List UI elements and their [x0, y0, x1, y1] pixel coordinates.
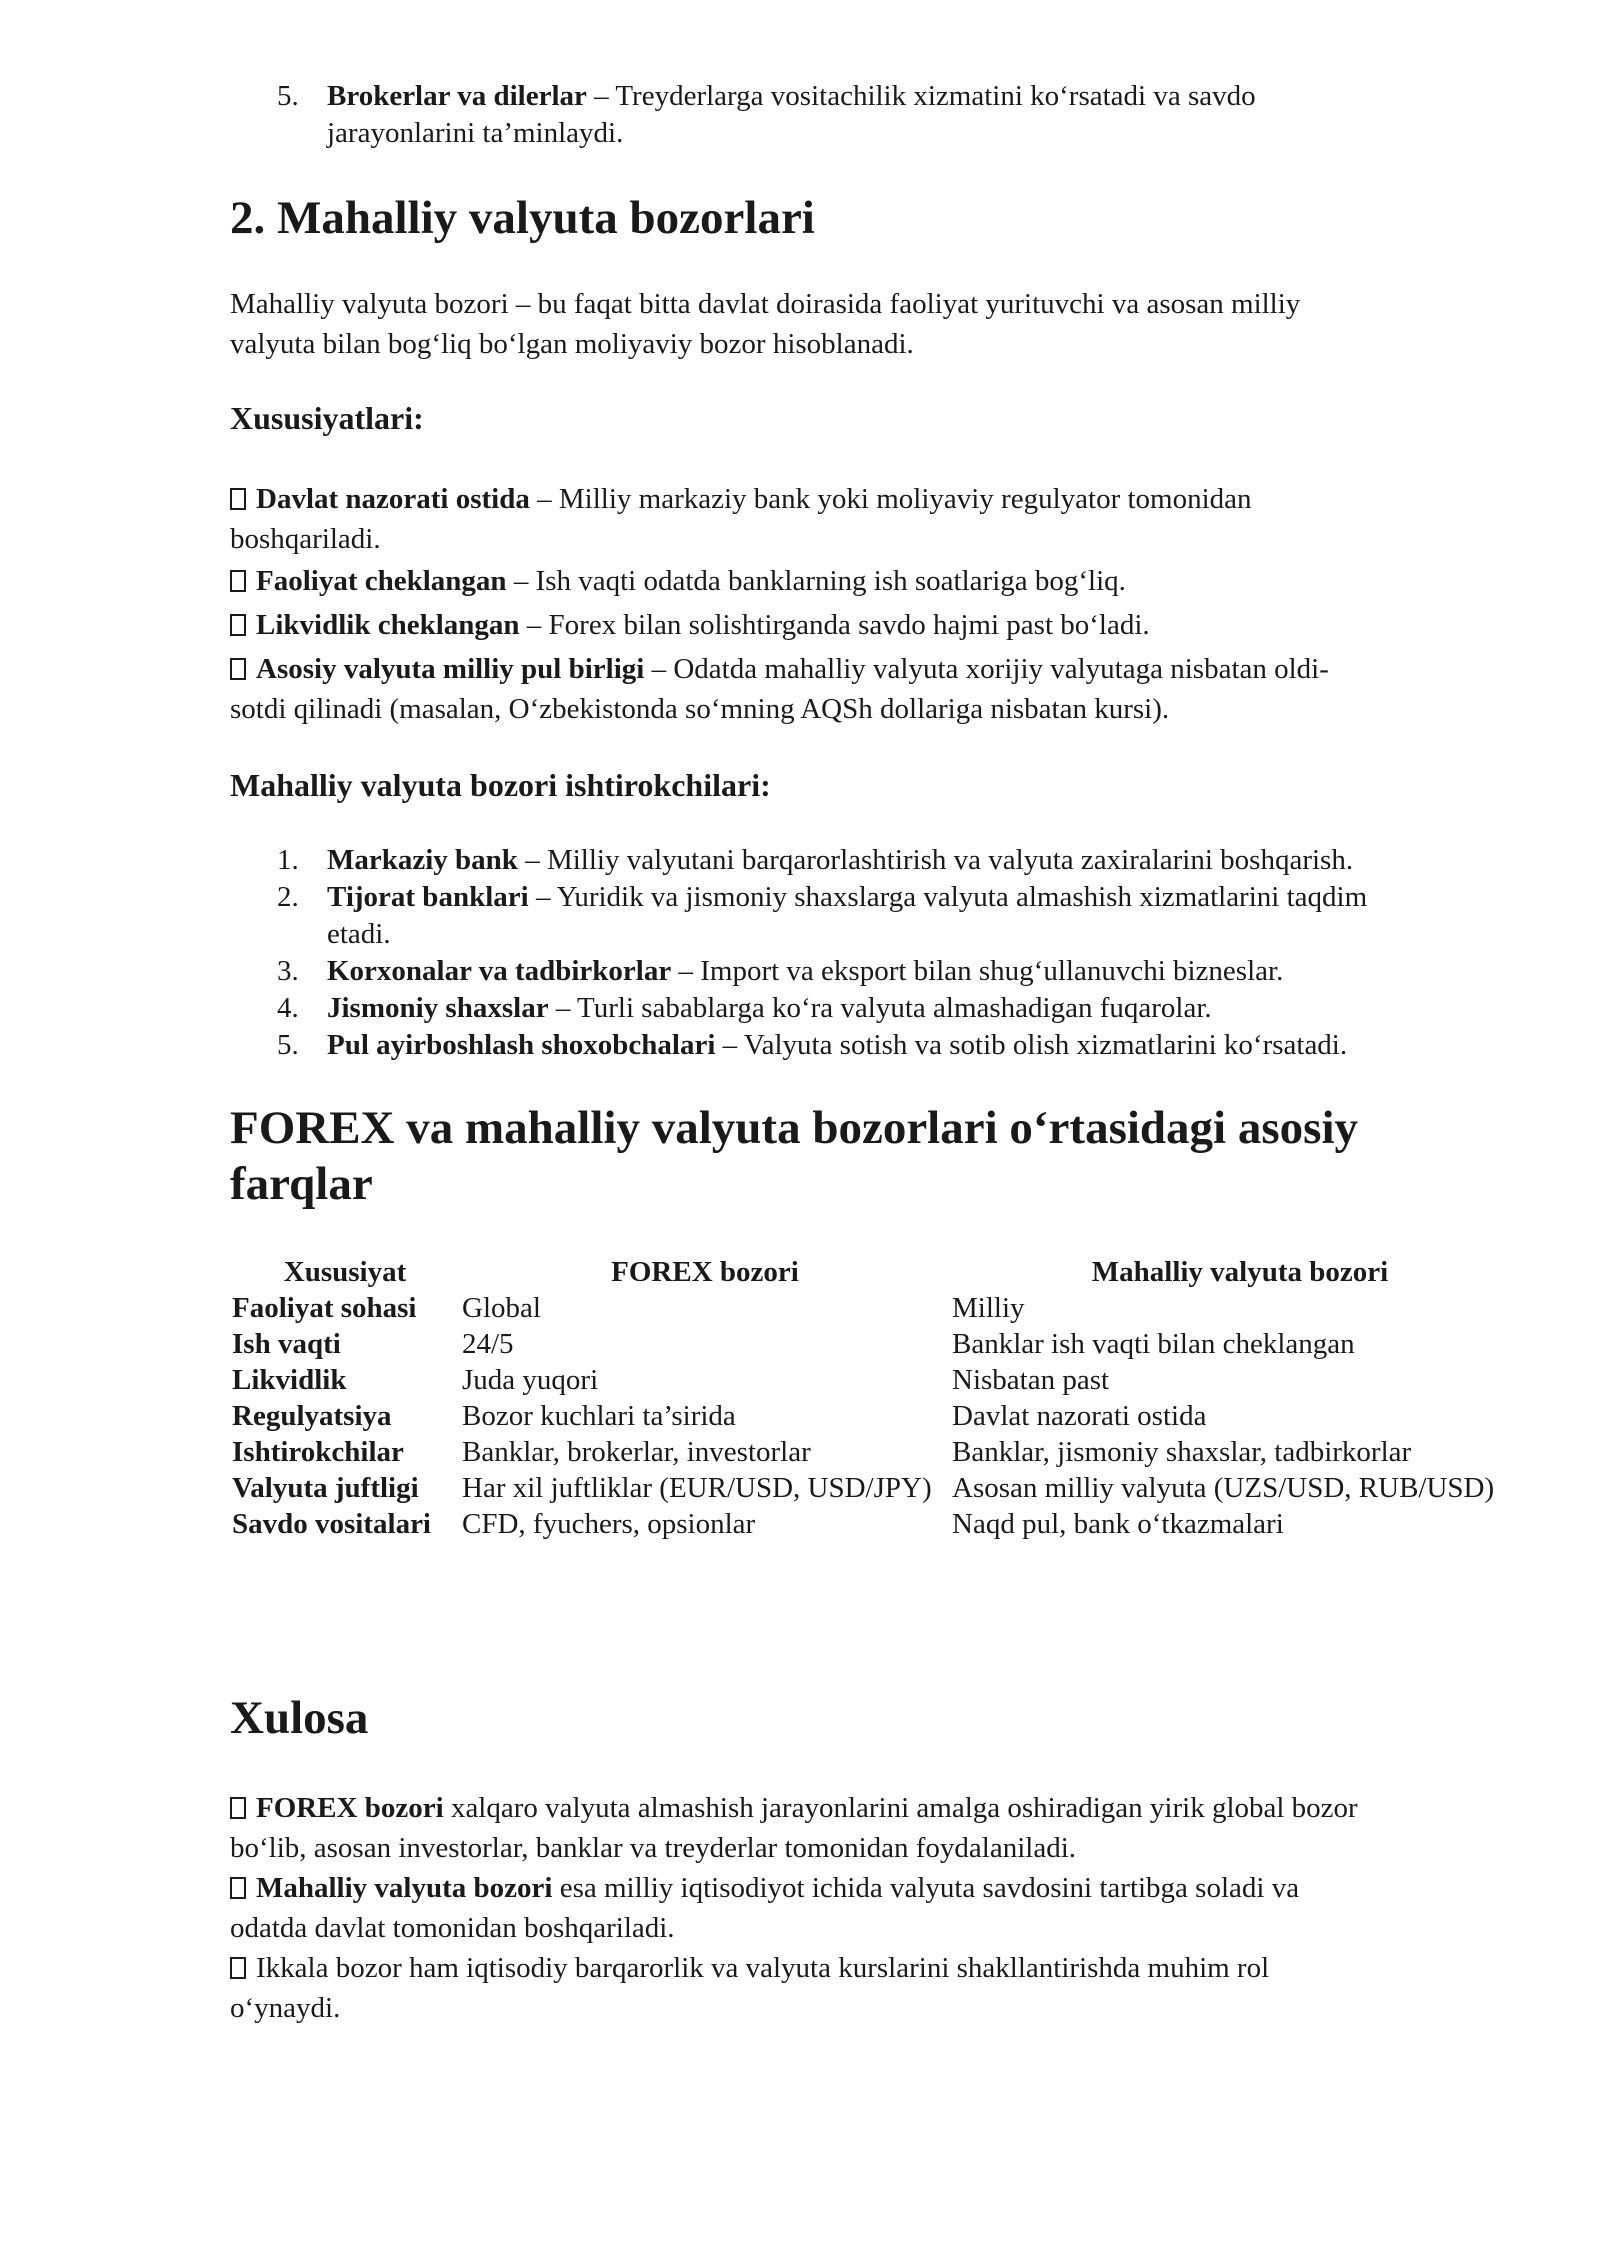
table-cell: 24/5	[462, 1328, 514, 1360]
conclusion-text-cont: bo‘lib, asosan investorlar, banklar va treyderlar tomonidan foydalaniladi.	[230, 1832, 1077, 1864]
table-row	[230, 1506, 1530, 1542]
column-header: FOREX bozori	[611, 1256, 799, 1288]
table-cell: Asosan milliy valyuta (UZS/USD, RUB/USD)	[952, 1472, 1495, 1504]
column-header: Mahalliy valyuta bozori	[1091, 1256, 1389, 1288]
conclusion-term: FOREX bozori	[256, 1792, 444, 1824]
table-cell: Nisbatan past	[952, 1364, 1110, 1396]
table-row	[230, 1326, 1530, 1362]
participants-heading: Mahalliy valyuta bozori ishtirokchilari:	[230, 767, 771, 803]
bullet-box-icon	[230, 1957, 246, 1979]
table-cell: Global	[462, 1292, 541, 1324]
list-number: 2.	[277, 881, 299, 913]
feature-item	[230, 605, 1530, 645]
list-item	[230, 953, 1530, 990]
conclusion-item	[230, 1948, 1530, 2028]
features-heading: Xususiyatlari:	[230, 400, 424, 436]
table-row	[230, 1470, 1530, 1506]
row-header: Ishtirokchilar	[232, 1436, 404, 1468]
intro-line-2: valyuta bilan bog‘liq bo‘lgan moliyaviy bozor hisoblanadi.	[230, 328, 914, 360]
features-list	[230, 479, 1530, 729]
feature-text-cont: sotdi qilinadi (masalan, O‘zbekistonda so‘mning AQSh dollariga nisbatan kursi).	[230, 693, 1170, 725]
list-number: 5.	[277, 1029, 299, 1061]
conclusion-item	[230, 1868, 1530, 1948]
bullet-box-icon	[230, 1877, 246, 1899]
feature-item	[230, 561, 1530, 601]
feature-item	[230, 479, 1530, 559]
list-item-term: Pul ayirboshlash shoxobchalari	[327, 1029, 716, 1061]
section-heading: 2. Mahalliy valyuta bozorlari	[230, 192, 815, 244]
feature-item	[230, 649, 1530, 729]
conclusion-text: Ikkala bozor ham iqtisodiy barqarorlik va valyuta kurslarini shakllantirishda muhim rol	[256, 1952, 1270, 1984]
list-item	[230, 879, 1530, 953]
bullet-box-icon	[230, 488, 246, 510]
top-numbered-list	[230, 78, 1520, 152]
conclusion-text: esa milliy iqtisodiyot ichida valyuta savdosini tartibga soladi va	[552, 1872, 1300, 1904]
list-item-text: – Treyderlarga vositachilik xizmatini ko‘rsatadi va savdo	[586, 80, 1256, 112]
feature-term: Faoliyat cheklangan	[256, 565, 507, 597]
list-item-term: Jismoniy shaxslar	[327, 992, 549, 1024]
table-cell: Banklar, brokerlar, investorlar	[462, 1436, 811, 1468]
row-header: Savdo vositalari	[232, 1508, 431, 1540]
feature-text: – Forex bilan solishtirganda savdo hajmi past bo‘ladi.	[519, 609, 1150, 641]
row-header: Ish vaqti	[232, 1328, 341, 1360]
row-header: Faoliyat sohasi	[232, 1292, 417, 1324]
feature-term: Davlat nazorati ostida	[256, 483, 530, 515]
table-cell: Har xil juftliklar (EUR/USD, USD/JPY)	[462, 1472, 932, 1504]
list-item	[230, 78, 1520, 152]
list-item	[230, 1027, 1530, 1064]
list-item-term: Tijorat banklari	[327, 881, 529, 913]
intro-paragraph	[230, 284, 1530, 364]
list-item-text: – Yuridik va jismoniy shaxslarga valyuta almashish xizmatlarini taqdim	[528, 881, 1368, 913]
table-row	[230, 1362, 1530, 1398]
bullet-box-icon	[230, 614, 246, 636]
row-header: Likvidlik	[232, 1364, 347, 1396]
feature-text-cont: boshqariladi.	[230, 523, 381, 555]
table-cell: Davlat nazorati ostida	[952, 1400, 1207, 1432]
conclusion-text-cont: o‘ynaydi.	[230, 1992, 341, 2024]
list-item-term: Korxonalar va tadbirkorlar	[327, 955, 672, 987]
comparison-table	[230, 1254, 1530, 1542]
comparison-heading	[230, 1100, 1358, 1212]
table-cell: Juda yuqori	[462, 1364, 599, 1396]
feature-text: – Odatda mahalliy valyuta xorijiy valyutaga nisbatan oldi-	[644, 653, 1329, 685]
bullet-box-icon	[230, 658, 246, 680]
table-header-row	[230, 1254, 1530, 1290]
feature-term: Asosiy valyuta milliy pul birligi	[256, 653, 645, 685]
list-item-text-cont: jarayonlarini ta’minlaydi.	[327, 117, 624, 149]
list-number: 5.	[277, 80, 299, 112]
intro-line-1: Mahalliy valyuta bozori – bu faqat bitta davlat doirasida faoliyat yurituvchi va asosan milliy	[230, 288, 1301, 320]
table-cell: Naqd pul, bank o‘tkazmalari	[952, 1508, 1284, 1540]
conclusion-text: xalqaro valyuta almashish jarayonlarini amalga oshiradigan yirik global bozor	[443, 1792, 1358, 1824]
table-cell: Banklar, jismoniy shaxslar, tadbirkorlar	[952, 1436, 1412, 1468]
conclusion-text-cont: odatda davlat tomonidan boshqariladi.	[230, 1912, 675, 1944]
feature-text: – Ish vaqti odatda banklarning ish soatlariga bog‘liq.	[506, 565, 1126, 597]
comparison-heading-line-2: farqlar	[230, 1158, 373, 1210]
table-row	[230, 1290, 1530, 1326]
row-header: Valyuta juftligi	[232, 1472, 419, 1504]
list-item-text: – Valyuta sotish va sotib olish xizmatlarini ko‘rsatadi.	[715, 1029, 1348, 1061]
conclusion-list	[230, 1788, 1530, 2028]
list-item-term: Brokerlar va dilerlar	[327, 80, 587, 112]
list-number: 3.	[277, 955, 299, 987]
table-row	[230, 1398, 1530, 1434]
list-item	[230, 990, 1530, 1027]
conclusion-term: Mahalliy valyuta bozori	[256, 1872, 553, 1904]
column-header: Xususiyat	[283, 1256, 407, 1288]
table-cell: Bozor kuchlari ta’sirida	[462, 1400, 736, 1432]
conclusion-item	[230, 1788, 1530, 1868]
bullet-box-icon	[230, 570, 246, 592]
feature-term: Likvidlik cheklangan	[256, 609, 520, 641]
table-cell: Banklar ish vaqti bilan cheklangan	[952, 1328, 1355, 1360]
conclusion-heading: Xulosa	[230, 1692, 369, 1744]
list-item-term: Markaziy bank	[327, 844, 518, 876]
feature-text: – Milliy markaziy bank yoki moliyaviy regulyator tomonidan	[529, 483, 1252, 515]
list-item	[230, 842, 1530, 879]
list-item-text-cont: etadi.	[327, 918, 391, 950]
table-cell: CFD, fyuchers, opsionlar	[462, 1508, 756, 1540]
comparison-heading-line-1: FOREX va mahalliy valyuta bozorlari o‘rtasidagi asosiy	[230, 1102, 1358, 1154]
participants-list	[230, 842, 1530, 1064]
list-number: 1.	[277, 844, 299, 876]
table-cell: Milliy	[952, 1292, 1025, 1324]
list-item-text: – Milliy valyutani barqarorlashtirish va valyuta zaxiralarini boshqarish.	[517, 844, 1354, 876]
list-number: 4.	[277, 992, 299, 1024]
list-item-text: – Turli sabablarga ko‘ra valyuta almashadigan fuqarolar.	[548, 992, 1212, 1024]
table-row	[230, 1434, 1530, 1470]
bullet-box-icon	[230, 1797, 246, 1819]
row-header: Regulyatsiya	[232, 1400, 392, 1432]
list-item-text: – Import va eksport bilan shug‘ullanuvchi bizneslar.	[671, 955, 1284, 987]
